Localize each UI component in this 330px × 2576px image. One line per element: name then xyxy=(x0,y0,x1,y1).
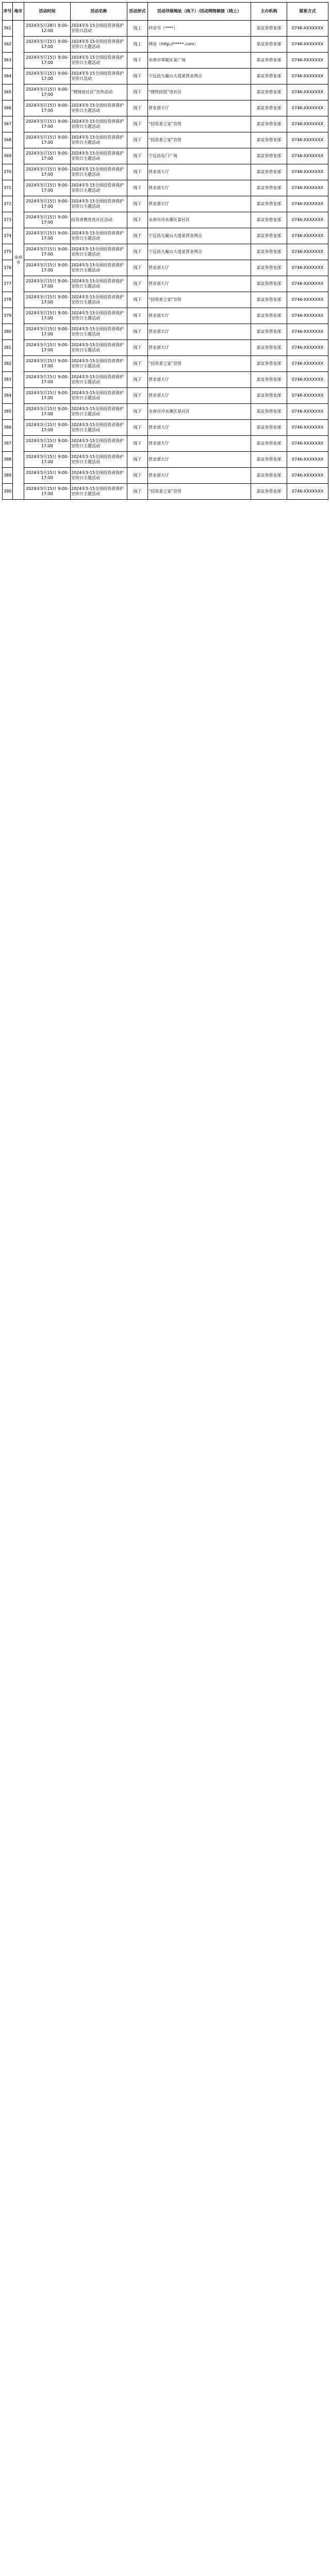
cell-no: 388 xyxy=(3,452,13,468)
cell-contact: 0746-XXXXXXX xyxy=(287,436,328,452)
table-header xyxy=(3,3,328,21)
cell-time: 2024年5月15日 9:00-17:00 xyxy=(24,260,71,276)
table-row xyxy=(3,468,328,484)
cell-contact: 0746-XXXXXXX xyxy=(287,452,328,468)
cell-time: 2024年5月15日 9:00-17:00 xyxy=(24,180,71,196)
cell-host: 某证券营业部 xyxy=(251,436,287,452)
cell-no: 371 xyxy=(3,180,13,196)
cell-form: 线下 xyxy=(127,132,148,148)
cell-no: 373 xyxy=(3,212,13,228)
cell-host: 某证券营业部 xyxy=(251,148,287,164)
cell-no: 377 xyxy=(3,276,13,292)
activity-table xyxy=(2,2,328,500)
cell-host: 某证券营业部 xyxy=(251,340,287,356)
page xyxy=(0,2,330,2576)
cell-form: 线下 xyxy=(127,180,148,196)
cell-contact: 0746-XXXXXXX xyxy=(287,228,328,244)
cell-activity-name: 2024年5·15全国投资者保护宣传日主题活动 xyxy=(71,148,127,164)
cell-host: 某证券营业部 xyxy=(251,260,287,276)
cell-contact: 0746-XXXXXXX xyxy=(287,69,328,84)
cell-form: 线下 xyxy=(127,228,148,244)
cell-place: 营业部大厅 xyxy=(148,276,251,292)
table-row xyxy=(3,164,328,180)
cell-contact: 0746-XXXXXXX xyxy=(287,21,328,37)
col-header-city: 地市 xyxy=(13,3,24,21)
cell-no: 385 xyxy=(3,404,13,420)
cell-host: 某证券营业部 xyxy=(251,420,287,436)
cell-no: 368 xyxy=(3,132,13,148)
cell-host: 某证券营业部 xyxy=(251,308,287,324)
table-body xyxy=(3,21,328,500)
cell-place: 营业部大厅 xyxy=(148,420,251,436)
cell-form: 线下 xyxy=(127,53,148,69)
cell-host: 某证券营业部 xyxy=(251,84,287,100)
cell-place: 营业部大厅 xyxy=(148,324,251,340)
cell-time: 2024年5月15日 9:00-17:00 xyxy=(24,404,71,420)
col-header-form: 活动形式 xyxy=(127,3,148,21)
cell-activity-name: 2024年5·15全国投资者保护宣传日主题活动 xyxy=(71,180,127,196)
cell-place: 营业部大厅 xyxy=(148,308,251,324)
cell-no: 363 xyxy=(3,53,13,69)
cell-form: 线下 xyxy=(127,292,148,308)
cell-no: 376 xyxy=(3,260,13,276)
cell-activity-name: 2024年5·15全国投资者保护宣传日主题活动 xyxy=(71,260,127,276)
cell-host: 某证券营业部 xyxy=(251,21,287,37)
cell-place: 营业部大厅 xyxy=(148,340,251,356)
cell-contact: 0746-XXXXXXX xyxy=(287,212,328,228)
cell-activity-name: “理财进社区”宣传活动 xyxy=(71,84,127,100)
cell-no: 390 xyxy=(3,484,13,500)
table-row xyxy=(3,324,328,340)
table-row xyxy=(3,436,328,452)
table-row xyxy=(3,420,328,436)
cell-time: 2024年5月15日 9:00-17:00 xyxy=(24,452,71,468)
cell-activity-name: 2024年5·15全国投资者保护宣传日主题活动 xyxy=(71,340,127,356)
cell-place: 营业部大厅 xyxy=(148,196,251,212)
cell-no: 383 xyxy=(3,372,13,388)
cell-place: “投资者之家”宣传 xyxy=(148,116,251,132)
cell-no: 389 xyxy=(3,468,13,484)
cell-activity-name: 2024年5·15全国投资者保护宣传日活动 xyxy=(71,21,127,37)
cell-place: 营业部大厅 xyxy=(148,260,251,276)
cell-no: 366 xyxy=(3,100,13,116)
cell-activity-name: 2024年5·15全国投资者保护宣传日主题活动 xyxy=(71,404,127,420)
cell-place: 宁远县九嶷山大道某营业网点 xyxy=(148,228,251,244)
cell-time: 2024年5月15日 9:00-17:00 xyxy=(24,69,71,84)
cell-no: 375 xyxy=(3,244,13,260)
cell-no: 386 xyxy=(3,420,13,436)
cell-time: 2024年5月15日 9:00-17:00 xyxy=(24,53,71,69)
cell-form: 线下 xyxy=(127,100,148,116)
cell-activity-name: 2024年5·15全国投资者保护宣传日主题活动 xyxy=(71,100,127,116)
cell-form: 线下 xyxy=(127,84,148,100)
cell-activity-name: 2024年5·15全国投资者保护宣传日主题活动 xyxy=(71,388,127,404)
cell-place: 营业部大厅 xyxy=(148,436,251,452)
cell-activity-name: 2024年5·15全国投资者保护宣传日主题活动 xyxy=(71,484,127,500)
cell-activity-name: 2024年5·15全国投资者保护宣传日主题活动 xyxy=(71,324,127,340)
cell-contact: 0746-XXXXXXX xyxy=(287,100,328,116)
cell-contact: 0746-XXXXXXX xyxy=(287,196,328,212)
cell-form: 线下 xyxy=(127,340,148,356)
table-row xyxy=(3,260,328,276)
cell-contact: 0746-XXXXXXX xyxy=(287,164,328,180)
cell-form: 线上 xyxy=(127,37,148,53)
cell-activity-name: 2024年5·15全国投资者保护宣传日主题活动 xyxy=(71,276,127,292)
cell-form: 线下 xyxy=(127,276,148,292)
cell-host: 某证券营业部 xyxy=(251,132,287,148)
cell-time: 2024年5月15日 9:00-17:00 xyxy=(24,100,71,116)
cell-place: 宁远县九嶷山大道某营业网点 xyxy=(148,69,251,84)
cell-time: 2024年5月15日 9:00-17:00 xyxy=(24,372,71,388)
cell-place: 宁远县九嶷山大道某营业网点 xyxy=(148,244,251,260)
cell-form: 线下 xyxy=(127,196,148,212)
cell-form: 线下 xyxy=(127,388,148,404)
cell-host: 某证券营业部 xyxy=(251,356,287,372)
cell-contact: 0746-XXXXXXX xyxy=(287,292,328,308)
cell-contact: 0746-XXXXXXX xyxy=(287,388,328,404)
cell-contact: 0746-XXXXXXX xyxy=(287,180,328,196)
cell-host: 某证券营业部 xyxy=(251,116,287,132)
cell-form: 线下 xyxy=(127,372,148,388)
cell-form: 线下 xyxy=(127,452,148,468)
cell-no: 364 xyxy=(3,69,13,84)
cell-contact: 0746-XXXXXXX xyxy=(287,372,328,388)
cell-form: 线下 xyxy=(127,244,148,260)
cell-contact: 0746-XXXXXXX xyxy=(287,356,328,372)
cell-form: 线下 xyxy=(127,484,148,500)
cell-host: 某证券营业部 xyxy=(251,372,287,388)
cell-time: 2024年5月15日 9:00-17:00 xyxy=(24,196,71,212)
cell-contact: 0746-XXXXXXX xyxy=(287,468,328,484)
cell-host: 某证券营业部 xyxy=(251,212,287,228)
cell-no: 365 xyxy=(3,84,13,100)
cell-time: 2024年5月15日 9:00-17:00 xyxy=(24,212,71,228)
cell-no: 380 xyxy=(3,324,13,340)
cell-time: 2024年5月15日 9:00-17:00 xyxy=(24,84,71,100)
cell-city: 永州市 xyxy=(13,21,24,500)
cell-contact: 0746-XXXXXXX xyxy=(287,420,328,436)
table-row xyxy=(3,356,328,372)
table-row xyxy=(3,116,328,132)
cell-place: “投资者之家”宣传 xyxy=(148,356,251,372)
cell-form: 线下 xyxy=(127,212,148,228)
cell-host: 某证券营业部 xyxy=(251,292,287,308)
cell-host: 某证券营业部 xyxy=(251,164,287,180)
cell-time: 2024年5月15日 9:00-17:00 xyxy=(24,388,71,404)
cell-activity-name: 2024年5·15全国投资者保护宣传日活动 xyxy=(71,69,127,84)
table-row xyxy=(3,37,328,53)
cell-host: 某证券营业部 xyxy=(251,180,287,196)
cell-host: 某证券营业部 xyxy=(251,244,287,260)
cell-host: 某证券营业部 xyxy=(251,388,287,404)
cell-contact: 0746-XXXXXXX xyxy=(287,53,328,69)
cell-time: 2024年5月15日 9:00-17:00 xyxy=(24,164,71,180)
cell-place: 营业部大厅 xyxy=(148,180,251,196)
cell-time: 2024年5月15日 9:00-17:00 xyxy=(24,276,71,292)
cell-time: 2024年5月15日 9:00-17:00 xyxy=(24,244,71,260)
cell-host: 某证券营业部 xyxy=(251,228,287,244)
col-header-place: 活动详细地址（线下）/活动网络链接（线上） xyxy=(148,3,251,21)
cell-activity-name: 2024年5·15全国投资者保护宣传日主题活动 xyxy=(71,308,127,324)
cell-time: 2024年5月28日 9:00-12:00 xyxy=(24,21,71,37)
cell-contact: 0746-XXXXXXX xyxy=(287,484,328,500)
cell-place: 永州市冷水滩区某社区 xyxy=(148,404,251,420)
cell-no: 384 xyxy=(3,388,13,404)
cell-activity-name: 2024年5·15全国投资者保护宣传日主题活动 xyxy=(71,468,127,484)
cell-host: 某证券营业部 xyxy=(251,69,287,84)
table-row xyxy=(3,404,328,420)
table-row xyxy=(3,69,328,84)
table-row xyxy=(3,340,328,356)
cell-activity-name: 2024年5·15全国投资者保护宣传日主题活动 xyxy=(71,452,127,468)
col-header-contact: 联系方式 xyxy=(287,3,328,21)
cell-place: “投资者之家”宣传 xyxy=(148,132,251,148)
cell-place: 永州市零陵区某广场 xyxy=(148,53,251,69)
table-row xyxy=(3,452,328,468)
cell-form: 线下 xyxy=(127,69,148,84)
cell-contact: 0746-XXXXXXX xyxy=(287,324,328,340)
cell-activity-name: 2024年5·15全国投资者保护宣传日主题活动 xyxy=(71,116,127,132)
cell-time: 2024年5月15日 9:00-17:00 xyxy=(24,420,71,436)
cell-time: 2024年5月15日 9:00-17:00 xyxy=(24,340,71,356)
cell-activity-name: 2024年5·15全国投资者保护宣传日主题活动 xyxy=(71,436,127,452)
cell-place: 抖音号（****） xyxy=(148,21,251,37)
cell-place: “理性投资”进社区 xyxy=(148,84,251,100)
cell-activity-name: 2024年5·15全国投资者保护宣传日主题活动 xyxy=(71,37,127,53)
cell-activity-name: 投资者教育进社区活动 xyxy=(71,212,127,228)
cell-form: 线下 xyxy=(127,436,148,452)
cell-form: 线下 xyxy=(127,468,148,484)
cell-time: 2024年5月15日 9:00-17:00 xyxy=(24,324,71,340)
table-row xyxy=(3,53,328,69)
cell-host: 某证券营业部 xyxy=(251,468,287,484)
cell-place: 营业部大厅 xyxy=(148,100,251,116)
table-row xyxy=(3,180,328,196)
cell-contact: 0746-XXXXXXX xyxy=(287,116,328,132)
table-row xyxy=(3,196,328,212)
cell-form: 线下 xyxy=(127,260,148,276)
cell-time: 2024年5月15日 9:00-17:00 xyxy=(24,468,71,484)
cell-host: 某证券营业部 xyxy=(251,452,287,468)
cell-no: 367 xyxy=(3,116,13,132)
table-row xyxy=(3,212,328,228)
cell-time: 2024年5月15日 9:00-17:00 xyxy=(24,308,71,324)
cell-place: 永州市冷水滩区某社区 xyxy=(148,212,251,228)
cell-time: 2024年5月15日 9:00-17:00 xyxy=(24,148,71,164)
cell-contact: 0746-XXXXXXX xyxy=(287,244,328,260)
cell-place: 营业部大厅 xyxy=(148,372,251,388)
table-row xyxy=(3,308,328,324)
cell-time: 2024年5月15日 9:00-17:00 xyxy=(24,356,71,372)
cell-place: “投资者之家”宣传 xyxy=(148,484,251,500)
cell-form: 线下 xyxy=(127,356,148,372)
table-row xyxy=(3,292,328,308)
cell-contact: 0746-XXXXXXX xyxy=(287,340,328,356)
table-row xyxy=(3,228,328,244)
col-header-name: 活动名称 xyxy=(71,3,127,21)
cell-time: 2024年5月15日 9:00-17:00 xyxy=(24,37,71,53)
cell-activity-name: 2024年5·15全国投资者保护宣传日主题活动 xyxy=(71,228,127,244)
cell-place: 营业部大厅 xyxy=(148,388,251,404)
cell-host: 某证券营业部 xyxy=(251,324,287,340)
col-header-time: 活动时间 xyxy=(24,3,71,21)
cell-time: 2024年5月15日 9:00-17:00 xyxy=(24,484,71,500)
cell-form: 线下 xyxy=(127,148,148,164)
cell-no: 370 xyxy=(3,164,13,180)
cell-contact: 0746-XXXXXXX xyxy=(287,148,328,164)
cell-activity-name: 2024年5·15全国投资者保护宣传日主题活动 xyxy=(71,356,127,372)
table-row xyxy=(3,388,328,404)
cell-place: 网站（http://*****.com） xyxy=(148,37,251,53)
cell-host: 某证券营业部 xyxy=(251,404,287,420)
cell-time: 2024年5月15日 9:00-17:00 xyxy=(24,292,71,308)
cell-activity-name: 2024年5·15全国投资者保护宣传日主题活动 xyxy=(71,132,127,148)
cell-activity-name: 2024年5·15全国投资者保护宣传日主题活动 xyxy=(71,372,127,388)
cell-no: 361 xyxy=(3,21,13,37)
cell-time: 2024年5月15日 9:00-17:00 xyxy=(24,116,71,132)
cell-form: 线下 xyxy=(127,404,148,420)
table-row xyxy=(3,84,328,100)
cell-contact: 0746-XXXXXXX xyxy=(287,37,328,53)
cell-host: 某证券营业部 xyxy=(251,196,287,212)
table-row xyxy=(3,132,328,148)
cell-place: 宁远县东门广场 xyxy=(148,148,251,164)
cell-place: 营业部大厅 xyxy=(148,452,251,468)
cell-form: 线下 xyxy=(127,164,148,180)
cell-host: 某证券营业部 xyxy=(251,100,287,116)
table-row xyxy=(3,276,328,292)
cell-no: 387 xyxy=(3,436,13,452)
cell-time: 2024年5月15日 9:00-17:00 xyxy=(24,436,71,452)
cell-activity-name: 2024年5·15全国投资者保护宣传日主题活动 xyxy=(71,292,127,308)
cell-no: 378 xyxy=(3,292,13,308)
cell-place: 营业部大厅 xyxy=(148,468,251,484)
cell-no: 379 xyxy=(3,308,13,324)
cell-contact: 0746-XXXXXXX xyxy=(287,132,328,148)
cell-contact: 0746-XXXXXXX xyxy=(287,308,328,324)
cell-no: 381 xyxy=(3,340,13,356)
cell-activity-name: 2024年5·15全国投资者保护宣传日主题活动 xyxy=(71,53,127,69)
cell-host: 某证券营业部 xyxy=(251,53,287,69)
table-row xyxy=(3,148,328,164)
cell-activity-name: 2024年5·15全国投资者保护宣传日主题活动 xyxy=(71,244,127,260)
cell-contact: 0746-XXXXXXX xyxy=(287,404,328,420)
cell-form: 线上 xyxy=(127,21,148,37)
cell-form: 线下 xyxy=(127,116,148,132)
cell-activity-name: 2024年5·15全国投资者保护宣传日主题活动 xyxy=(71,420,127,436)
cell-host: 某证券营业部 xyxy=(251,37,287,53)
table-row xyxy=(3,372,328,388)
cell-activity-name: 2024年5·15全国投资者保护宣传日主题活动 xyxy=(71,164,127,180)
cell-place: 营业部大厅 xyxy=(148,164,251,180)
col-header-host: 主办机构 xyxy=(251,3,287,21)
cell-time: 2024年5月15日 9:00-17:00 xyxy=(24,228,71,244)
table-row xyxy=(3,21,328,37)
cell-no: 369 xyxy=(3,148,13,164)
cell-form: 线下 xyxy=(127,420,148,436)
cell-contact: 0746-XXXXXXX xyxy=(287,84,328,100)
table-row xyxy=(3,484,328,500)
cell-no: 382 xyxy=(3,356,13,372)
cell-form: 线下 xyxy=(127,324,148,340)
cell-activity-name: 2024年5·15全国投资者保护宣传日主题活动 xyxy=(71,196,127,212)
cell-form: 线下 xyxy=(127,308,148,324)
cell-no: 362 xyxy=(3,37,13,53)
cell-no: 372 xyxy=(3,196,13,212)
cell-time: 2024年5月15日 9:00-17:00 xyxy=(24,132,71,148)
cell-contact: 0746-XXXXXXX xyxy=(287,276,328,292)
cell-host: 某证券营业部 xyxy=(251,484,287,500)
table-row xyxy=(3,100,328,116)
cell-host: 某证券营业部 xyxy=(251,276,287,292)
cell-place: “投资者之家”宣传 xyxy=(148,292,251,308)
table-row xyxy=(3,244,328,260)
col-header-no: 序号 xyxy=(3,3,13,21)
cell-no: 374 xyxy=(3,228,13,244)
cell-contact: 0746-XXXXXXX xyxy=(287,260,328,276)
